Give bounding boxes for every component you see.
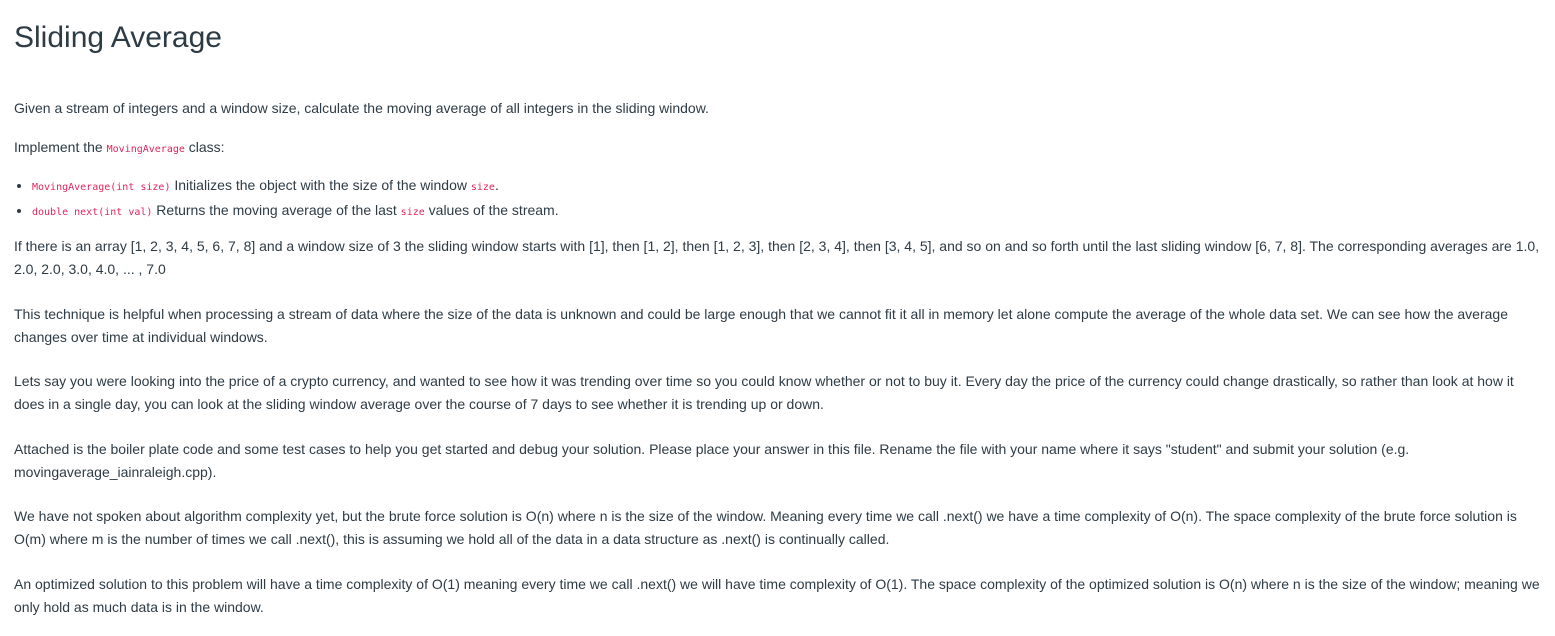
inline-code: size <box>400 207 425 218</box>
method-signature-code: MovingAverage(int size) <box>32 182 171 193</box>
implement-paragraph <box>14 136 1543 162</box>
method-description: Returns the moving average of the last <box>152 202 401 218</box>
brute-force-paragraph: We have not spoken about algorithm complexity yet, but the brute force solution is O(n) where n is the size of the window. Meaning every time we call .next() we have a time complexity of O(n). The space complexity of the brute force solution is O(m) where m is the number of times we call .next(), this is assuming we hold all of the data in a data structure as .next() is continually called. <box>14 508 1517 547</box>
optimized-paragraph: An optimized solution to this problem will have a time complexity of O(1) meaning every time we call .next() we will have time complexity of O(1). The space complexity of the optimized solution is O(n) where n is the size of the window; meaning we only hold as much data is in the window. <box>14 576 1540 615</box>
method-description: Initializes the object with the size of the window <box>170 177 471 193</box>
crypto-paragraph: Lets say you were looking into the price of a crypto currency, and wanted to see how it was trending over time so you could know whether or not to buy it. Every day the price of the currency could change drastically, so rather than look at how it does in a single day, you can look at the sliding window average over the course of 7 days to see whether it is trending up or down. <box>14 373 1514 412</box>
method-signature-code: double next(int val) <box>32 207 153 218</box>
intro-paragraph: Given a stream of integers and a window size, calculate the moving average of all integers in the sliding window. <box>14 100 709 116</box>
method-description-end: . <box>494 177 499 193</box>
list-item <box>32 199 559 224</box>
method-description-end: values of the stream. <box>424 202 559 218</box>
implement-prefix: Implement the <box>14 139 103 155</box>
inline-code: size <box>470 182 495 193</box>
class-name-code: MovingAverage <box>106 144 185 155</box>
boilerplate-paragraph: Attached is the boiler plate code and some test cases to help you get started and debug your solution. Please place your answer in this file. Rename the file with your name where it says "student" and submit your solution (e.g. movingaverage_iainraleigh.cpp). <box>14 441 1410 480</box>
implement-suffix: class: <box>188 139 225 155</box>
technique-paragraph: This technique is helpful when processing a stream of data where the size of the data is unknown and could be large enough that we cannot fit it all in memory let alone compute the average of the whole data set. We can see how the average changes over time at individual windows. <box>14 306 1508 345</box>
page-title: Sliding Average <box>14 21 222 54</box>
list-item <box>32 174 559 199</box>
method-list <box>14 174 559 224</box>
example-paragraph: If there is an array [1, 2, 3, 4, 5, 6, 7, 8] and a window size of 3 the sliding window starts with [1], then [1, 2], then [1, 2, 3], then [2, 3, 4], then [3, 4, 5], and so on and so forth until the last sliding window [6, 7, 8]. The corresponding averages are 1.0, 2.0, 2.0, 3.0, 4.0, ... , 7.0 <box>14 238 1540 277</box>
